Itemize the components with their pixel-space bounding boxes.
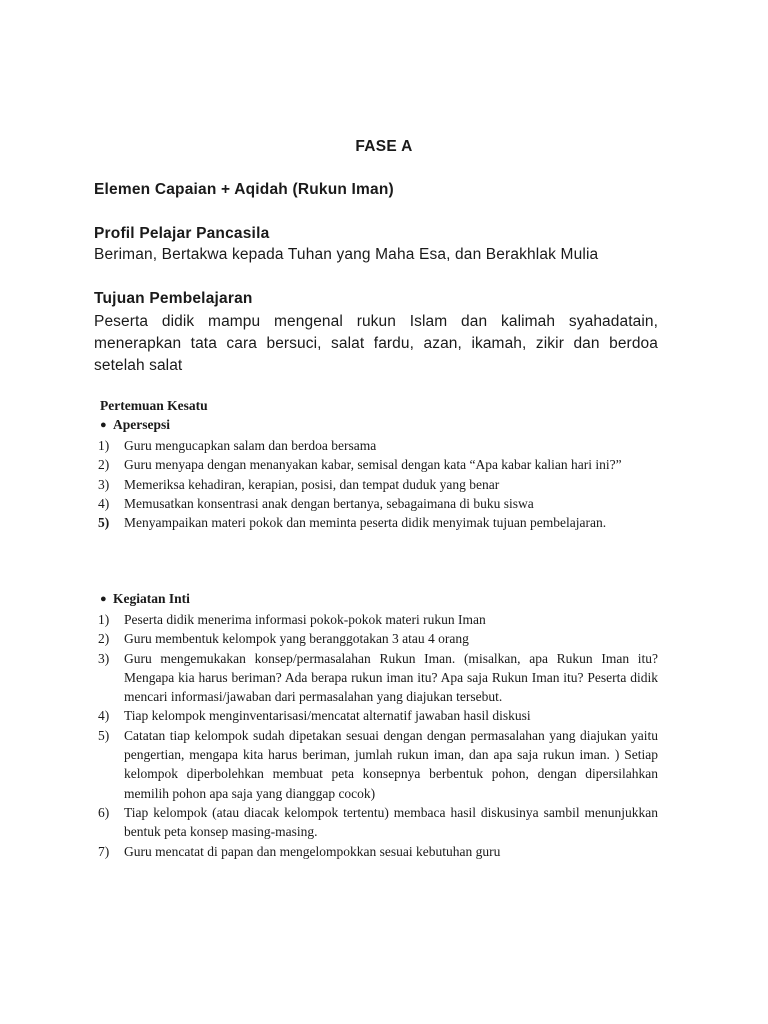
list-item (98, 726, 658, 803)
item-number: 6) (98, 804, 110, 820)
item-text: Tiap kelompok (atau diacak kelompok tertentu) membaca hasil diskusinya sambil menunjukkan bentuk peta konsep masing-masing. (124, 804, 658, 840)
elemen-heading: Elemen Capaian + Aqidah (Rukun Iman) (94, 181, 394, 198)
item-number: 5) (98, 515, 110, 531)
pertemuan-title: Pertemuan Kesatu (100, 398, 208, 413)
item-text: Guru menyapa dengan menanyakan kabar, semisal dengan kata “Apa kabar kalian hari ini?” (124, 457, 622, 473)
item-text: Guru mengucapkan salam dan berdoa bersama (124, 438, 377, 453)
tujuan-heading: Tujuan Pembelajaran (94, 290, 253, 307)
list-item (98, 706, 658, 725)
list-item (98, 629, 658, 648)
kegiatan-inti-list (98, 610, 658, 861)
item-number: 3) (98, 476, 110, 492)
kegiatan-inti-heading (100, 591, 190, 607)
list-item (98, 610, 658, 629)
item-number: 4) (98, 708, 110, 724)
apersepsi-list (98, 436, 658, 532)
item-text: Menyampaikan materi pokok dan meminta peserta didik menyimak tujuan pembelajaran. (124, 515, 607, 531)
item-text: Peserta didik menerima informasi pokok-pokok materi rukun Iman (124, 612, 486, 627)
item-text: Guru mencatat di papan dan mengelompokkan sesuai kebutuhan guru (124, 843, 501, 859)
list-item (98, 803, 658, 842)
document-title: FASE A (355, 138, 413, 155)
kegiatan-inti-title: Kegiatan Inti (113, 591, 190, 606)
item-number: 2) (98, 457, 110, 473)
apersepsi-title: Apersepsi (113, 417, 170, 432)
item-text: Guru membentuk kelompok yang beranggotakan 3 atau 4 orang (124, 631, 469, 647)
list-item (98, 494, 658, 513)
profil-heading: Profil Pelajar Pancasila (94, 225, 270, 242)
list-item (98, 436, 658, 455)
list-item (98, 513, 658, 532)
item-number: 7) (98, 843, 110, 859)
bullet-icon: ● (100, 593, 107, 605)
item-text: Memeriksa kehadiran, kerapian, posisi, dan tempat duduk yang benar (124, 476, 500, 492)
item-text: Tiap kelompok menginventarisasi/mencatat alternatif jawaban hasil diskusi (124, 708, 531, 724)
list-item (98, 475, 658, 494)
list-item (98, 649, 658, 707)
item-text: Memusatkan konsentrasi anak dengan bertanya, sebagaimana di buku siswa (124, 495, 534, 511)
item-number: 4) (98, 495, 110, 511)
tujuan-text: Peserta didik mampu mengenal rukun Islam dan kalimah syahadatain, menerapkan tata cara bersuci, salat fardu, azan, ikamah, zikir dan berdoa setelah salat (94, 313, 658, 374)
profil-text: Beriman, Bertakwa kepada Tuhan yang Maha Esa, dan Berakhlak Mulia (94, 246, 599, 263)
item-number: 2) (98, 631, 110, 647)
item-number: 1) (98, 438, 110, 453)
item-text: Guru mengemukakan konsep/permasalahan Rukun Iman. (misalkan, apa Rukun Iman itu? Mengapa kia harus beriman? Ada berapa rukun iman itu? Apa saja Rukun Iman itu? Peserta didik mencari informasi/jawaban dari permasalahan yang diajukan tersebut. (124, 650, 658, 705)
item-number: 3) (98, 650, 110, 666)
bullet-icon: ● (100, 419, 107, 431)
item-number: 5) (98, 727, 110, 743)
item-number: 1) (98, 612, 110, 627)
list-item (98, 455, 658, 474)
apersepsi-heading (100, 417, 170, 433)
list-item (98, 842, 658, 861)
item-text: Catatan tiap kelompok sudah dipetakan sesuai dengan dengan permasalahan yang diajukan yaitu pengertian, mengapa kita harus beriman, jumlah rukun iman, dan apa saja rukun iman. ) Setiap kelompok diperbolehkan membuat peta konsepnya berbentuk pohon, dengan dipersilahkan memilih pohon apa saja yang dianggap cocok) (124, 727, 658, 801)
